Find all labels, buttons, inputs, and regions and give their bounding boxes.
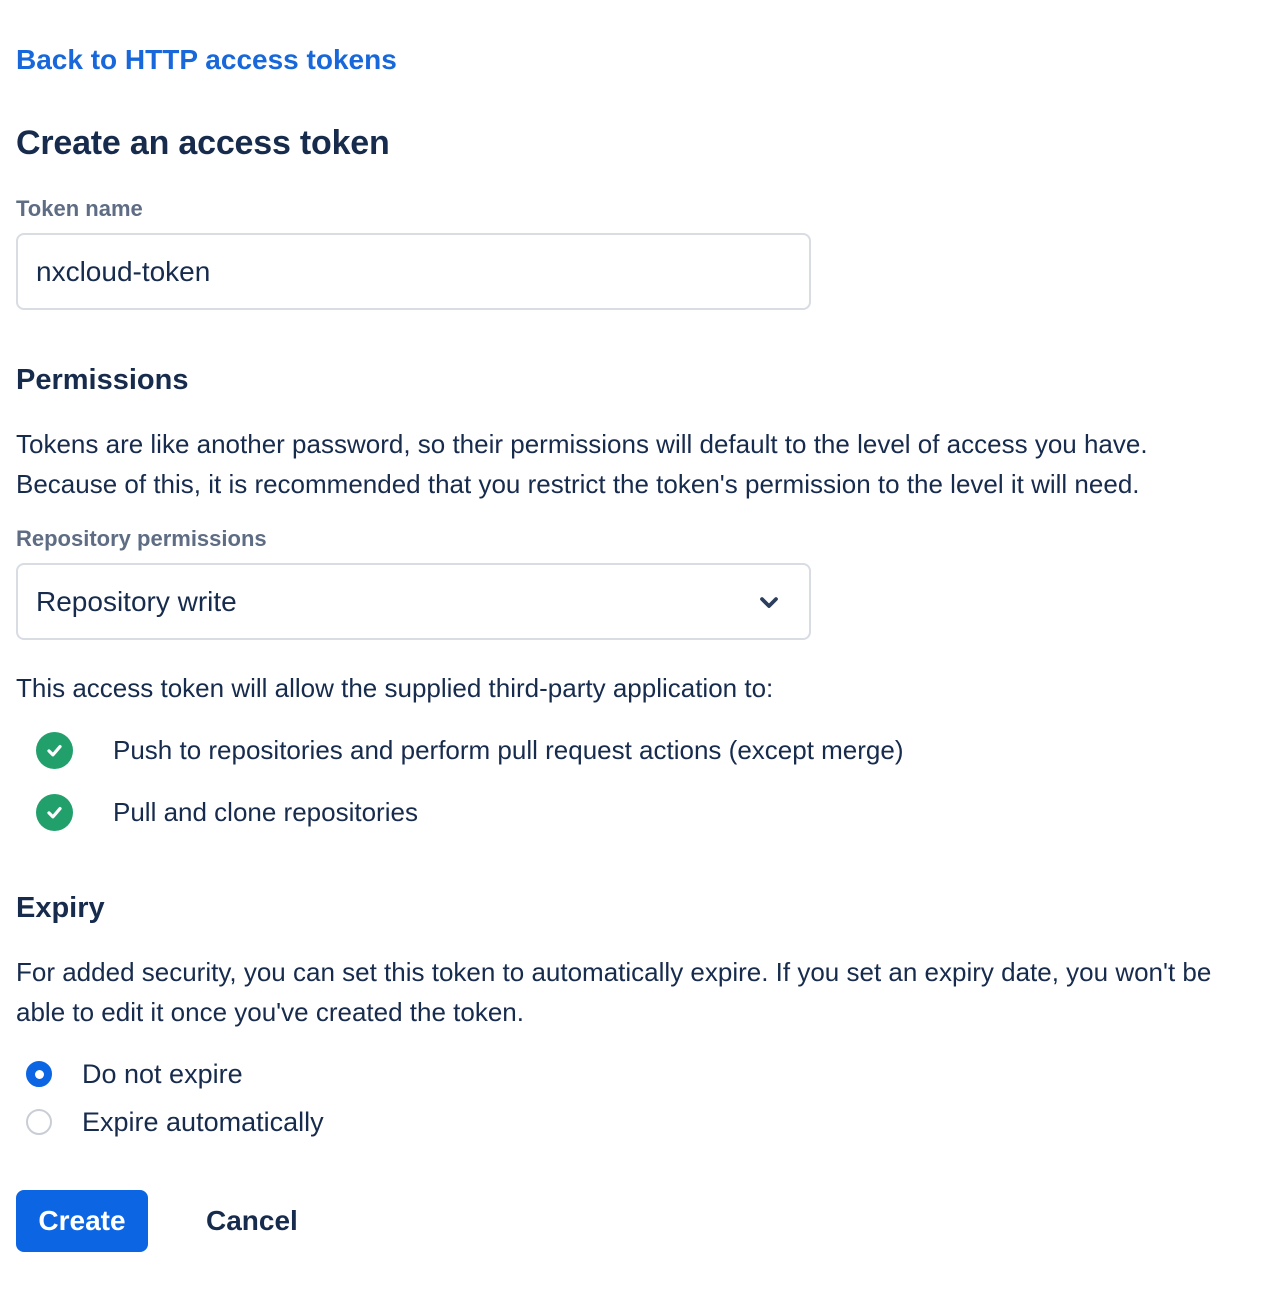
repository-permissions-select[interactable] (16, 563, 811, 640)
radio-unselected-icon[interactable] (26, 1109, 52, 1135)
expiry-heading: Expiry (16, 892, 105, 924)
radio-do-not-expire[interactable] (16, 1054, 1258, 1094)
radio-expire-automatically[interactable] (16, 1102, 1258, 1142)
capability-row (16, 790, 1258, 834)
radio-label: Expire automatically (82, 1106, 324, 1137)
expiry-description: For added security, you can set this token to automatically expire. If you set an expiry date, you won't be able to edit it once you've created the token. (16, 957, 1212, 1027)
permissions-heading: Permissions (16, 364, 189, 396)
check-circle-icon (36, 732, 73, 769)
back-to-http-access-tokens-link[interactable]: Back to HTTP access tokens (16, 44, 397, 75)
radio-selected-icon[interactable] (26, 1061, 52, 1087)
token-name-label: Token name (16, 196, 143, 221)
page-title: Create an access token (16, 124, 390, 162)
chevron-down-icon (755, 588, 783, 616)
repository-permissions-selected-value: Repository write (36, 585, 237, 617)
capability-row (16, 728, 1258, 772)
check-circle-icon (36, 794, 73, 831)
form-actions (16, 1190, 1258, 1252)
create-button[interactable]: Create (16, 1190, 148, 1252)
radio-label: Do not expire (82, 1058, 243, 1089)
repository-permissions-label: Repository permissions (16, 526, 267, 551)
cancel-button[interactable]: Cancel (190, 1195, 314, 1247)
permissions-description: Tokens are like another password, so their permissions will default to the level of access you have. Because of this, it is recommended that you restrict the token's permission to the level it will need. (16, 429, 1148, 499)
capability-text: Push to repositories and perform pull request actions (except merge) (113, 734, 904, 765)
token-name-input[interactable] (16, 233, 811, 310)
capability-text: Pull and clone repositories (113, 796, 418, 827)
token-allow-intro: This access token will allow the supplied third-party application to: (16, 673, 774, 703)
